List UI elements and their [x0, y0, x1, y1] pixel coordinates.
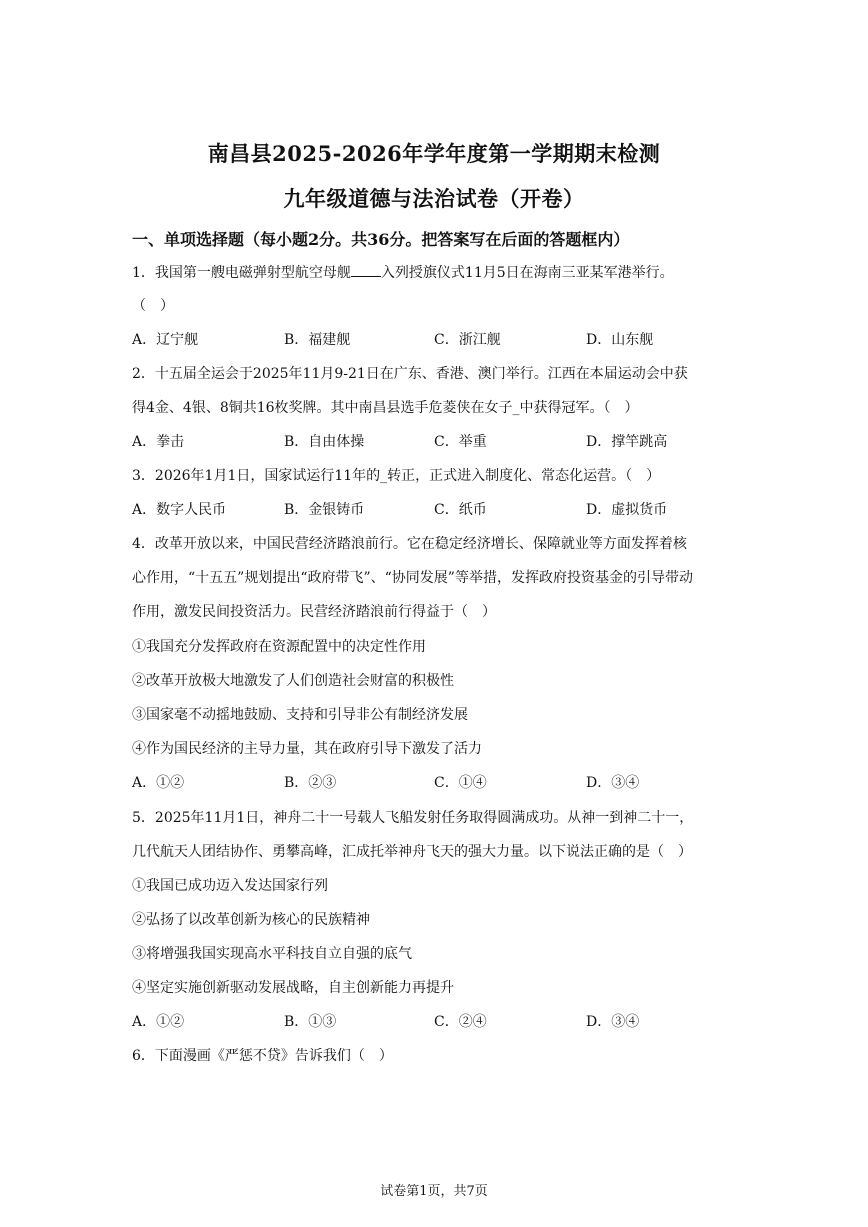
question-3-option-a: A．数字人民币 — [132, 502, 227, 518]
question-4-statement-4: ④作为国民经济的主导力量，其在政府引导下激发了活力 — [132, 741, 482, 757]
question-2-option-a: A．拳击 — [132, 434, 185, 450]
question-1-text-after: 入列授旗仪式11月5日在海南三亚某军港举行。 — [380, 265, 674, 281]
question-2-line-2: 得4金、4银、8铜共16枚奖牌。其中南昌县选手危菱侠在女子_中获得冠军。（ ） — [132, 400, 639, 416]
question-1-option-d: D．山东舰 — [586, 332, 654, 348]
exam-subtitle: 九年级道德与法治试卷（开卷） — [283, 186, 585, 211]
question-5-line-2: 几代航天人团结协作、勇攀高峰，汇成托举神舟飞天的强大力量。以下说法正确的是（ ） — [132, 844, 692, 860]
question-3-option-b: B．金银铸币 — [284, 502, 365, 518]
question-3-option-c: C．纸币 — [434, 502, 487, 518]
question-1-text-before: 1．我国第一艘电磁弹射型航空母舰 — [132, 265, 351, 281]
question-2-option-c: C．举重 — [434, 434, 487, 450]
question-5-statement-4: ④坚定实施创新驱动发展战略，自主创新能力再提升 — [132, 980, 454, 996]
question-2-option-d: D．撑竿跳高 — [586, 434, 668, 450]
question-2-line-1: 2．十五届全运会于2025年11月9-21日在广东、香港、澳门举行。江西在本届运动会中获 — [132, 366, 688, 382]
question-4-statement-3: ③国家毫不动摇地鼓励、支持和引导非公有制经济发展 — [132, 707, 468, 723]
question-4-line-2: 心作用，“十五五”规划提出“政府带飞”、“协同发展”等举措，发挥政府投资基金的引导带动 — [132, 570, 693, 586]
question-2-option-b: B．自由体操 — [284, 434, 365, 450]
question-1-option-c: C．浙江舰 — [434, 332, 501, 348]
question-5-line-1: 5．2025年11月1日，神舟二十一号载人飞船发射任务取得圆满成功。从神一到神二十一， — [132, 810, 694, 826]
question-5-option-c: C．②④ — [434, 1014, 487, 1030]
question-5-option-b: B．①③ — [284, 1014, 337, 1030]
question-4-option-c: C．①④ — [434, 775, 487, 791]
page-footer: 试卷第1页，共7页 — [380, 1184, 488, 1199]
question-4-option-d: D．③④ — [586, 775, 640, 791]
section-heading: 一、单项选择题（每小题2分。共36分。把答案写在后面的答题框内） — [132, 230, 630, 249]
question-4-option-b: B．②③ — [284, 775, 337, 791]
question-5-statement-2: ②弘扬了以改革创新为核心的民族精神 — [132, 912, 370, 928]
question-1-stem — [132, 262, 674, 283]
question-3-line-1: 3．2026年1月1日，国家试运行11年的_转正，正式进入制度化、常态化运营。（ ） — [132, 468, 661, 484]
question-4-option-a: A．①② — [132, 775, 185, 791]
question-3-option-d: D．虚拟货币 — [586, 502, 668, 518]
question-1-option-a: A．辽宁舰 — [132, 332, 199, 348]
question-5-option-d: D．③④ — [586, 1014, 640, 1030]
question-5-statement-3: ③将增强我国实现高水平科技自立自强的底气 — [132, 946, 412, 962]
answer-blank — [351, 262, 381, 277]
question-4-line-3: 作用，激发民间投资活力。民营经济踏浪前行得益于（ ） — [132, 604, 496, 620]
question-4-line-1: 4．改革开放以来，中国民营经济踏浪前行。它在稳定经济增长、保障就业等方面发挥着核 — [132, 536, 687, 552]
question-4-statement-1: ①我国充分发挥政府在资源配置中的决定性作用 — [132, 639, 426, 655]
question-1-bracket: （ ） — [132, 298, 174, 314]
exam-title: 南昌县2025-2026年学年度第一学期期末检测 — [207, 141, 661, 166]
question-4-statement-2: ②改革开放极大地激发了人们创造社会财富的积极性 — [132, 673, 454, 689]
question-1-option-b: B．福建舰 — [284, 332, 351, 348]
question-6-line-1: 6．下面漫画《严惩不贷》告诉我们（ ） — [132, 1048, 393, 1064]
question-5-statement-1: ①我国已成功迈入发达国家行列 — [132, 878, 328, 894]
question-5-option-a: A．①② — [132, 1014, 185, 1030]
